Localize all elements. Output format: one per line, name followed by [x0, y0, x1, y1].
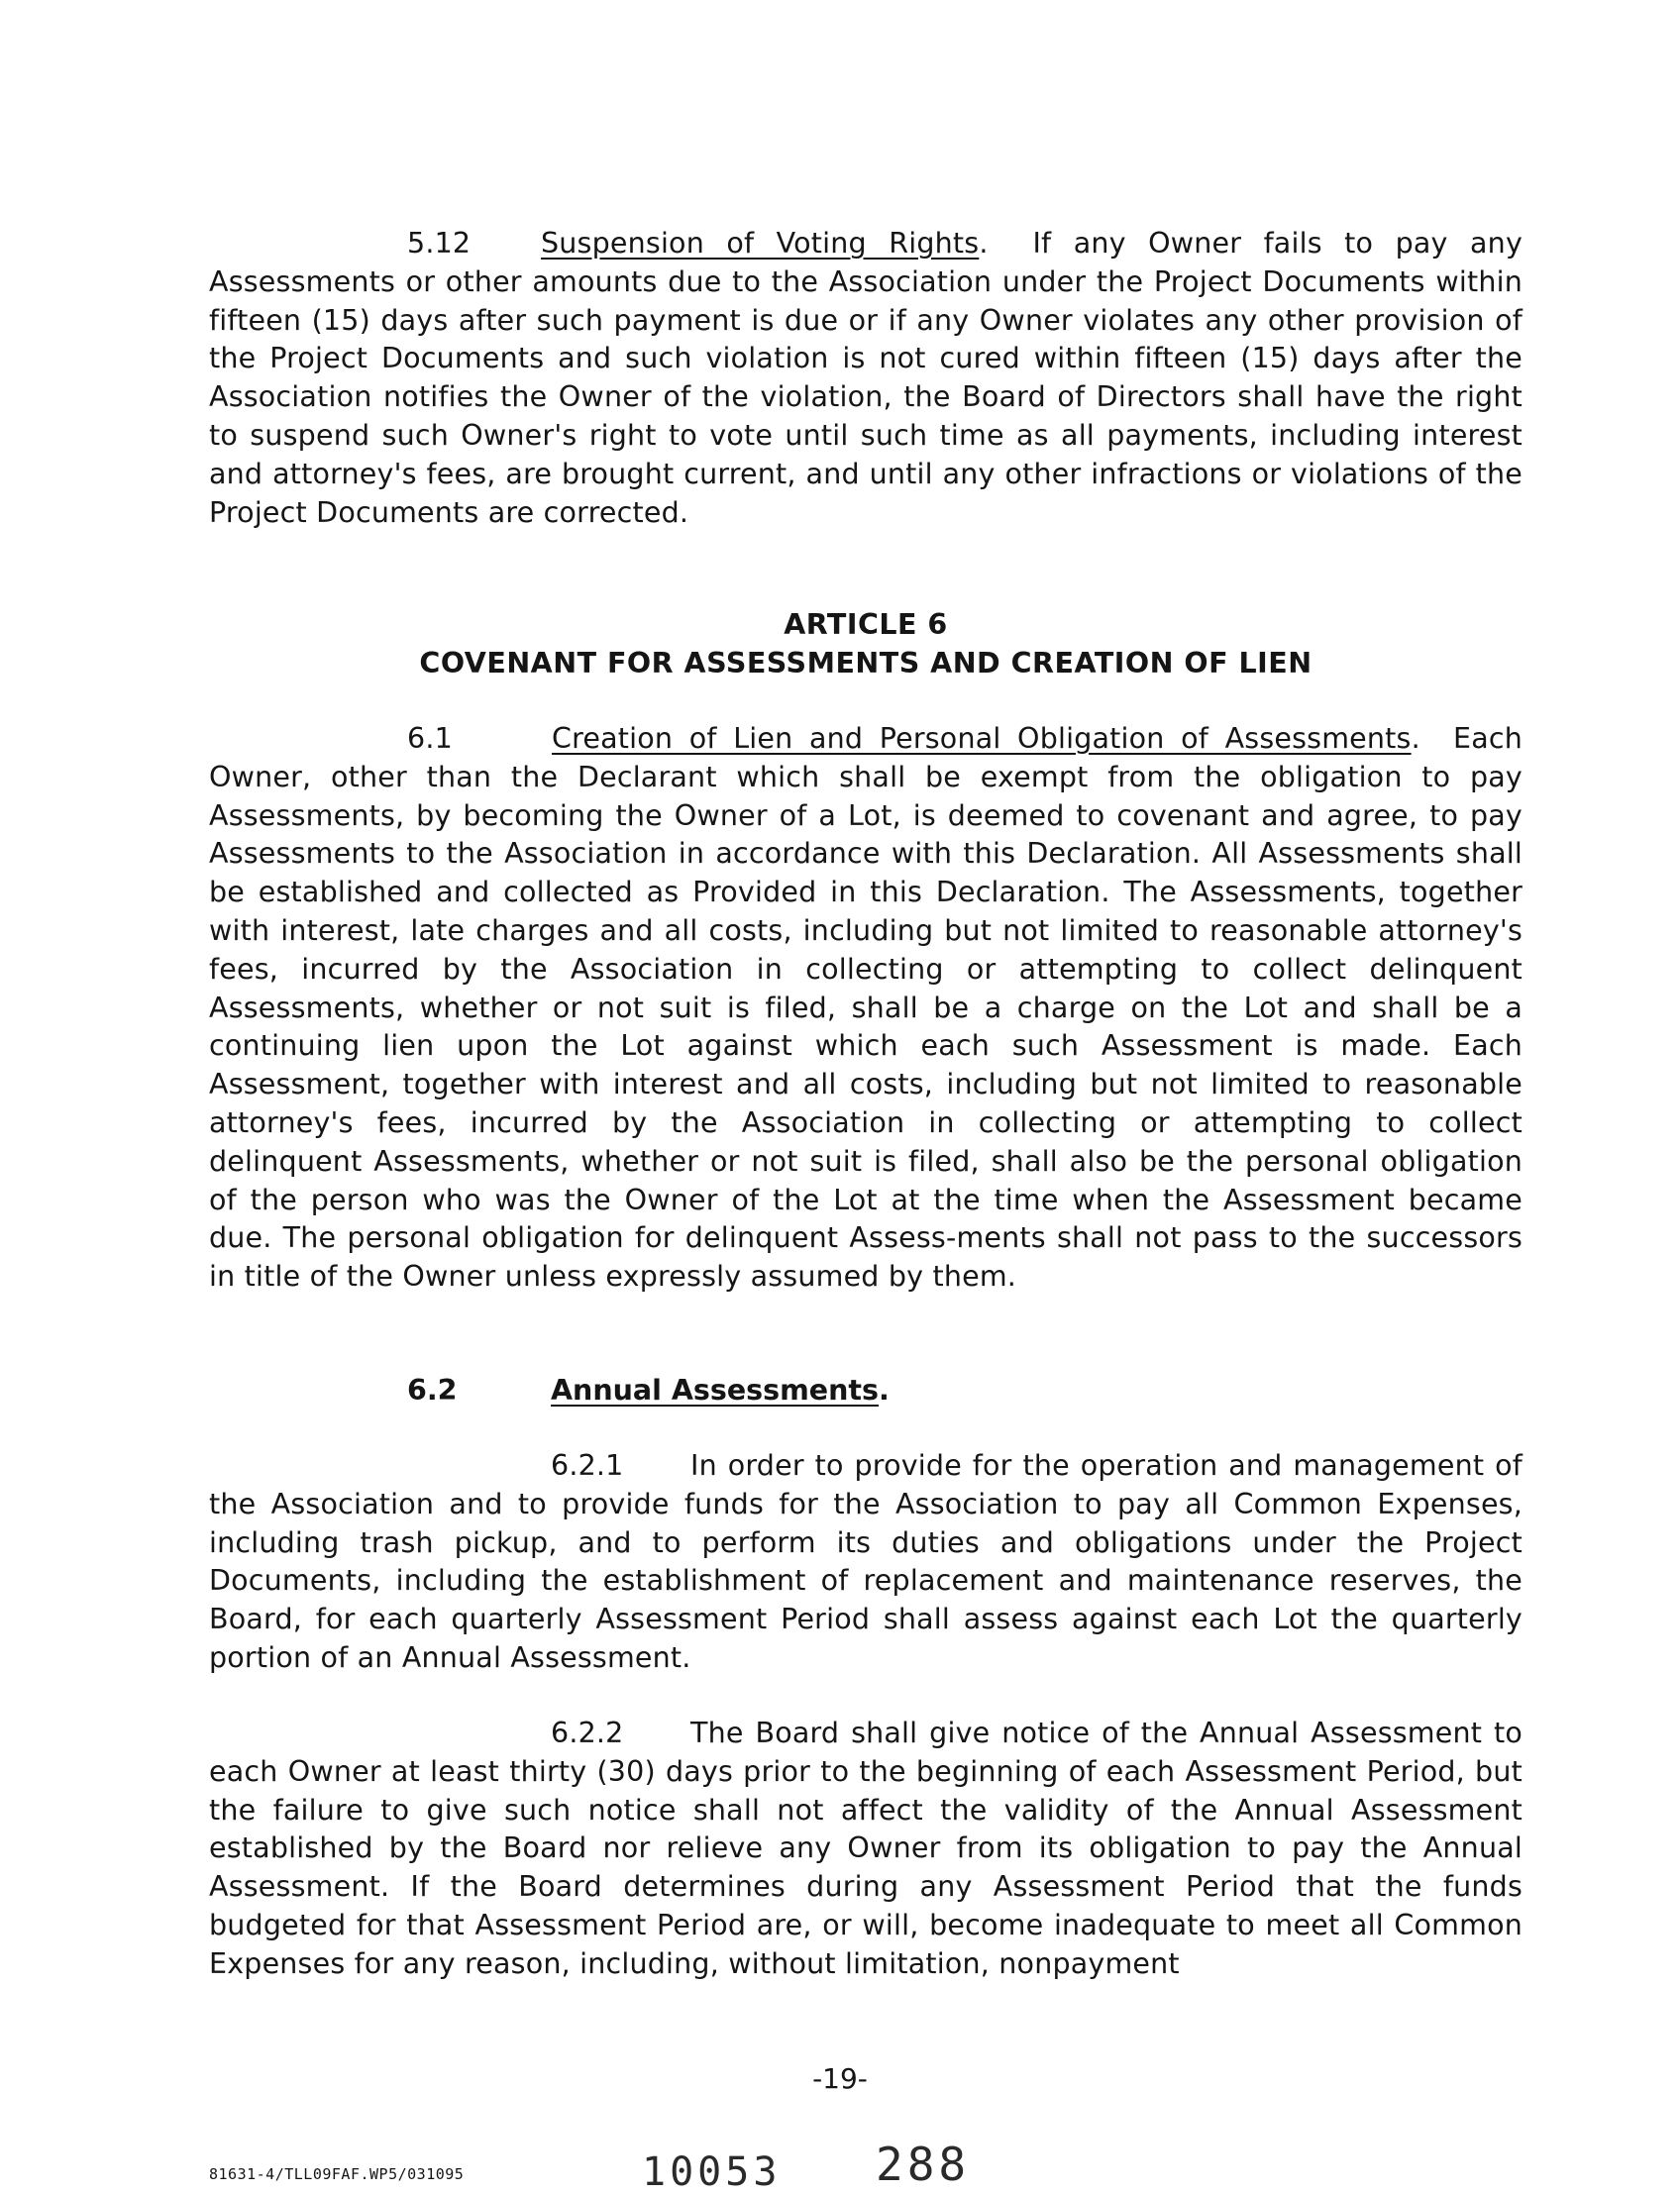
section-6-2-title: Annual Assessments: [551, 1374, 879, 1407]
section-body: The Board shall give notice of the Annual Assessment to each Owner at least thirty (30) days prior to the beginning of each Assessment Period, but the failure to give such notice shall not affect the validity of the Annual Assessment established by the Board nor relieve any Owner from its obligation to pay the Annual Assessment. If the Board determines during any Assessment Period that the funds budgeted for that Assessment Period are, or will, become inadequate to meet all Common Expenses for any reason, including, without limitation, nonpayment: [209, 1717, 1522, 1980]
section-number: 5.12: [407, 227, 472, 260]
section-title: Suspension of Voting Rights: [541, 227, 980, 260]
section-6-2-title-wrap: Annual Assessments.: [551, 1374, 890, 1407]
article-title: COVENANT FOR ASSESSMENTS AND CREATION OF LIEN: [419, 647, 1312, 679]
section-number: 6.1: [407, 722, 453, 755]
file-code: 81631-4/TLL09FAF.WP5/031095: [209, 2165, 465, 2183]
section-6-2-2: [209, 1715, 1522, 1984]
section-title: Creation of Lien and Personal Obligation of Assessments: [552, 722, 1412, 755]
section-number: 6.2.1: [551, 1449, 624, 1482]
section-6-1: 6.1 Creation of Lien and Personal Obligation of Assessments. Each Owner, other than the Declarant which shall be exempt from the obligation to pay Assessments, by becoming the Owner of a Lot, is deemed to covenant and agree, to pay Assessments to the Association in accordance with this Declaration. All Assessments shall be established and collected as Provided in this Declaration. The Assessments, together with interest, late charges and all costs, including but not limited to reasonable attorney's fees, incurred by the Association in collecting or attempting to collect delinquent Assessments, whether or not suit is filed, shall be a charge on the Lot and shall be a continuing lien upon the Lot against which each such Assessment is made. Each Assessment, together with interest and all costs, including but not limited to reasonable attorney's fees, incurred by the Association in collecting or attempting to collect delinquent Assessments, whether or not suit is filed, shall also be the personal obligation of the person who was the Owner of the Lot at the time when the Assessment became due. The personal obligation for delinquent Assess-ments shall not pass to the successors in title of the Owner unless expressly assumed by them.: [209, 722, 1523, 1294]
section-number: 6.2.2: [551, 1717, 624, 1749]
section-body: If any Owner fails to pay any Assessments or other amounts due to the Association under the Project Documents within fifteen (15) days after such payment is due or if any Owner violates any other provision of the Project Documents and such violation is not cured within fifteen (15) days after the Association notifies the Owner of the violation, the Board of Directors shall have the right to suspend such Owner's right to vote until such time as all payments, including interest and attorney's fees, are brought current, and until any other infractions or violations of the Project Documents are corrected.: [209, 227, 1523, 529]
page-number: -19-: [812, 2062, 868, 2095]
section-body: Each Owner, other than the Declarant which shall be exempt from the obligation to pay Assessments, by becoming the Owner of a Lot, is deemed to covenant and agree, to pay Assessments to the Association in accordance with this Declaration. All Assessments shall be established and collected as Provided in this Declaration. The Assessments, together with interest, late charges and all costs, including but not limited to reasonable attorney's fees, incurred by the Association in collecting or attempting to collect delinquent Assessments, whether or not suit is filed, shall be a charge on the Lot and shall be a continuing lien upon the Lot against which each such Assessment is made. Each Assessment, together with interest and all costs, including but not limited to reasonable attorney's fees, incurred by the Association in collecting or attempting to collect delinquent Assessments, whether or not suit is filed, shall also be the personal obligation of the person who was the Owner of the Lot at the time when the Assessment became due. The personal obligation for delinquent Assess-ments shall not pass to the successors in title of the Owner unless expressly assumed by them.: [209, 722, 1523, 1294]
article-label: ARTICLE 6: [784, 608, 948, 641]
section-6-2-number: 6.2: [407, 1374, 458, 1407]
section-body: In order to provide for the operation and management of the Association and to provide funds for the Association to pay all Common Expenses, including trash pickup, and to perform its duties and obligations under the Project Documents, including the establishment of replacement and maintenance reserves, the Board, for each quarterly Assessment Period shall assess against each Lot the quarterly portion of an Annual Assessment.: [209, 1449, 1522, 1674]
section-5-12: 5.12 Suspension of Voting Rights. If any Owner fails to pay any Assessments or other amounts due to the Association under the Project Documents within fifteen (15) days after such payment is due or if any Owner violates any other provision of the Project Documents and such violation is not cured within fifteen (15) days after the Association notifies the Owner of the violation, the Board of Directors shall have the right to suspend such Owner's right to vote until such time as all payments, including interest and attorney's fees, are brought current, and until any other infractions or violations of the Project Documents are corrected.: [209, 227, 1523, 529]
recording-page-stamp: 288: [876, 2138, 971, 2191]
section-6-2-1: [209, 1447, 1522, 1678]
recording-book-stamp: 10053: [642, 2149, 782, 2195]
